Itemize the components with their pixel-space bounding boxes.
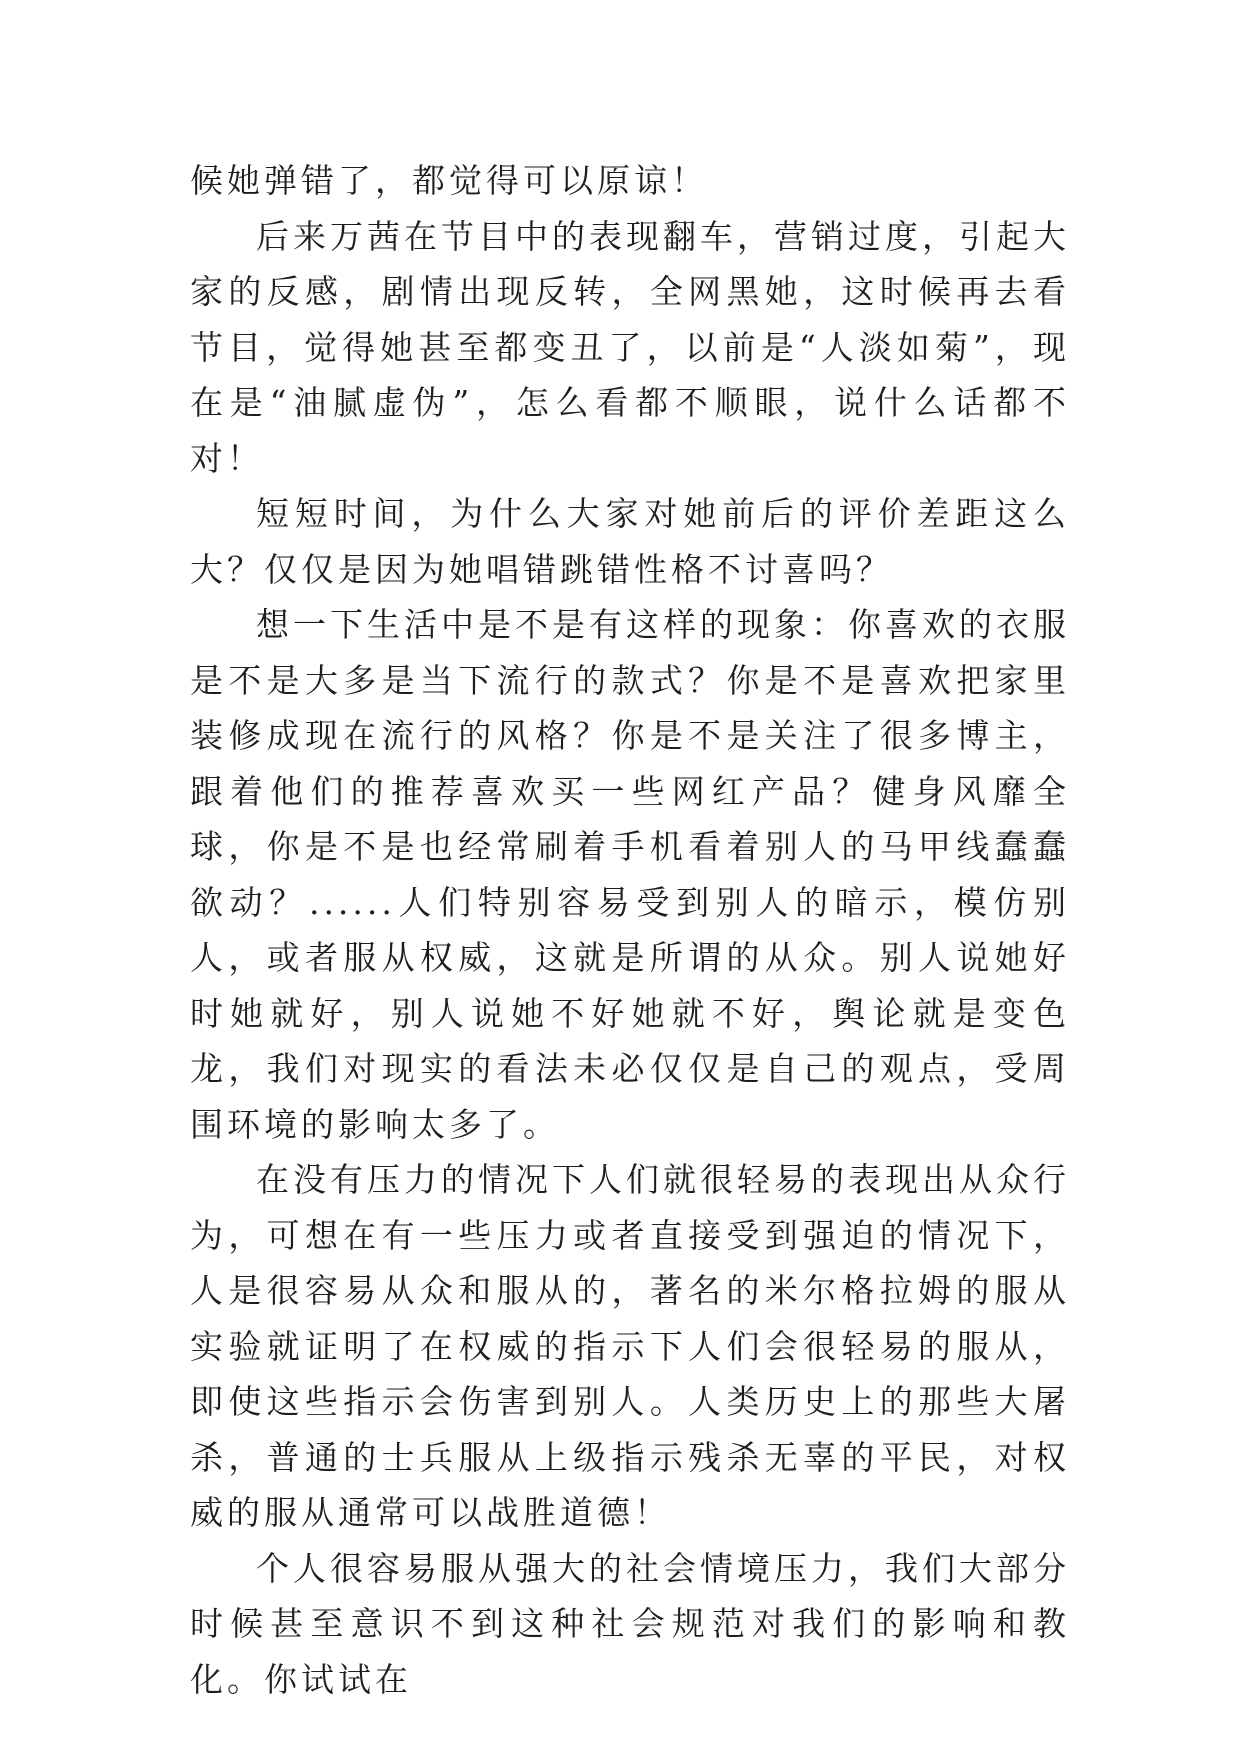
paragraph: 短短时间，为什么大家对她前后的评价差距这么大？仅仅是因为她唱错跳错性格不讨喜吗？ <box>190 494 1070 589</box>
body-text <box>190 153 1070 1707</box>
paragraph-continuation: 候她弹错了，都觉得可以原谅！ <box>190 161 708 200</box>
paragraph: 想一下生活中是不是有这样的现象：你喜欢的衣服是不是大多是当下流行的款式？你是不是喜欢把家里装修成现在流行的风格？你是不是关注了很多博主，跟着他们的推荐喜欢买一些网红产品？健身风靡全球，你是不是也经常刷着手机看着别人的马甲线蠢蠢欲动？......人们特别容易受到别人的暗示，模仿别人，或者服从权威，这就是所谓的从众。别人说她好时她就好，别人说她不好她就不好，舆论就是变色龙，我们对现实的看法未必仅仅是自己的观点，受周围环境的影响太多了。 <box>190 605 1070 1144</box>
paragraph: 在没有压力的情况下人们就很轻易的表现出从众行为，可想在有一些压力或者直接受到强迫的情况下，人是很容易从众和服从的，著名的米尔格拉姆的服从实验就证明了在权威的指示下人们会很轻易的服从，即使这些指示会伤害到别人。人类历史上的那些大屠杀，普通的士兵服从上级指示残杀无辜的平民，对权威的服从通常可以战胜道德！ <box>190 1160 1070 1532</box>
paragraph: 个人很容易服从强大的社会情境压力，我们大部分时候甚至意识不到这种社会规范对我们的影响和教化。你试试在 <box>190 1548 1070 1699</box>
paragraph: 后来万茜在节目中的表现翻车，营销过度，引起大家的反感，剧情出现反转，全网黑她，这时候再去看节目，觉得她甚至都变丑了，以前是“人淡如菊”，现在是“油腻虚伪”，怎么看都不顺眼，说什么话都不对！ <box>190 216 1070 478</box>
